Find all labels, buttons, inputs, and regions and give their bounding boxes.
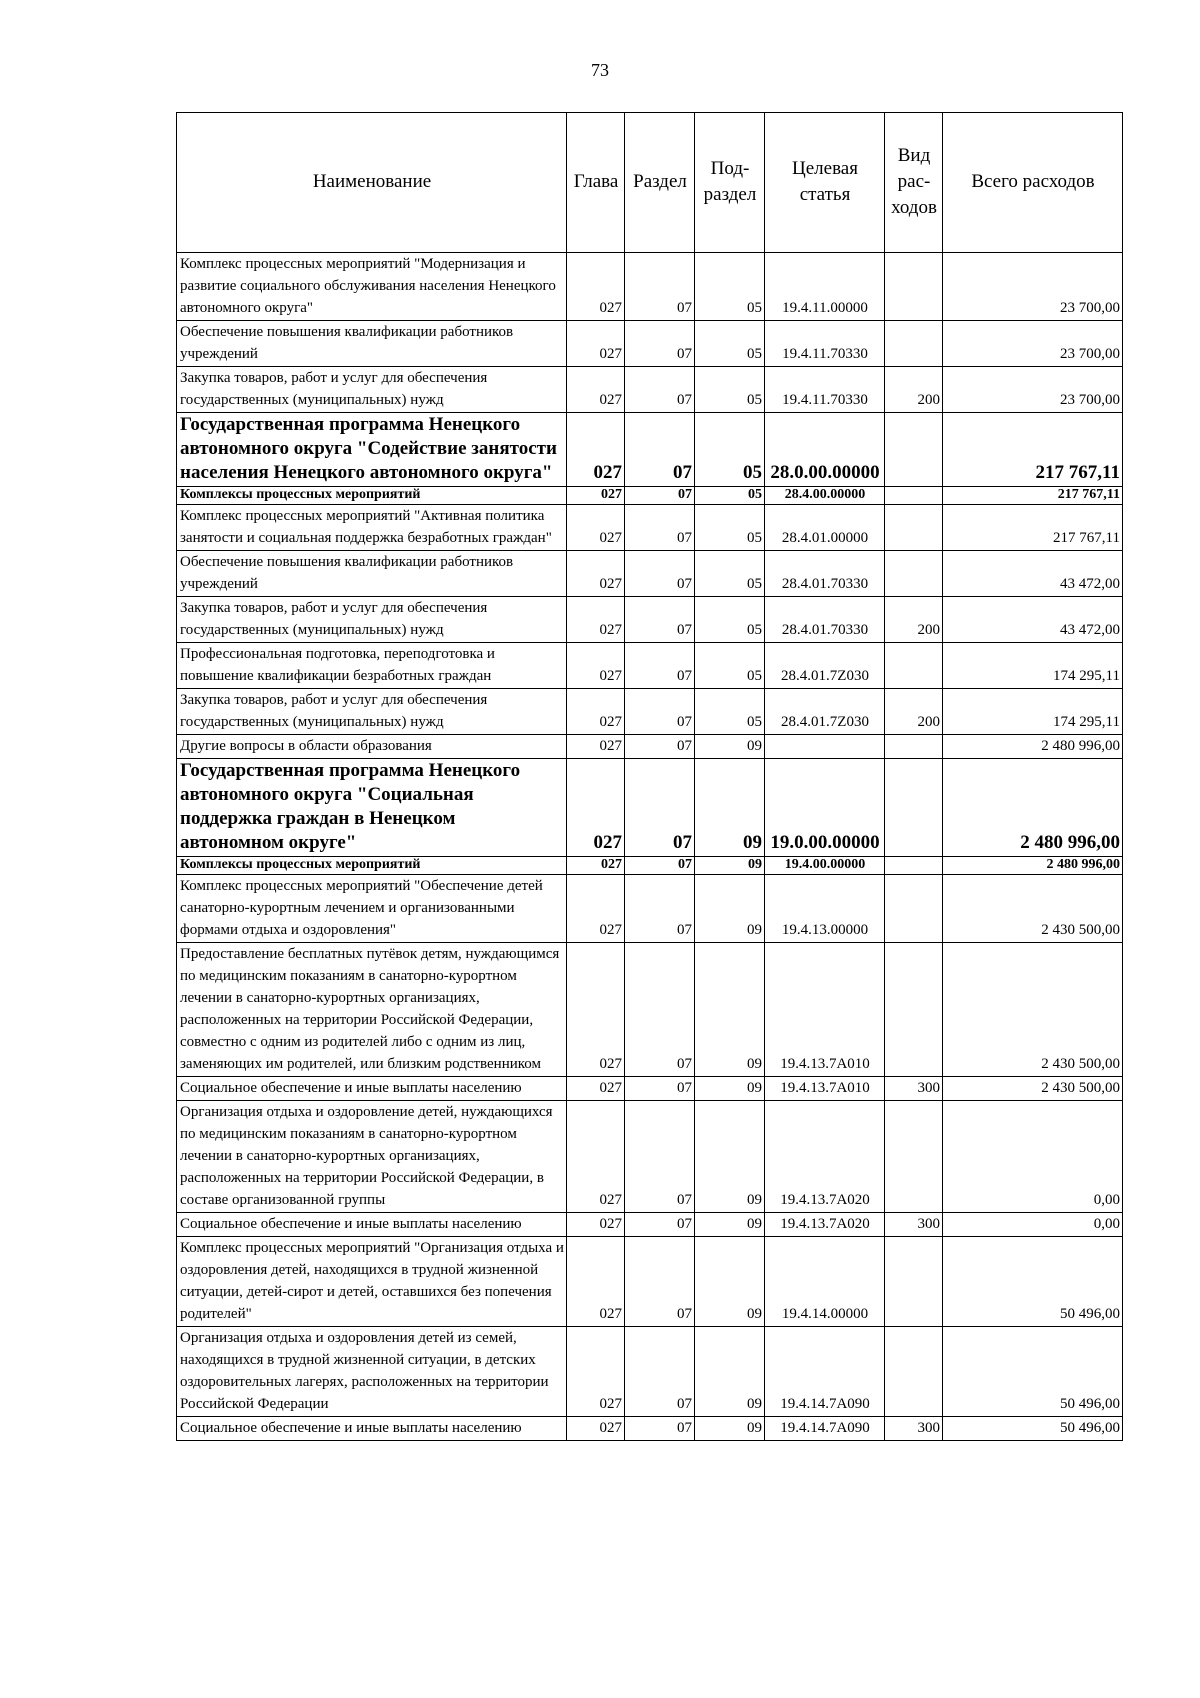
- row-name-cell: Государственная программа Ненецкого автономного округа "Социальная поддержка граждан в Ненецком автономном округе": [177, 759, 567, 857]
- row-subsection-cell: 09: [695, 1077, 765, 1101]
- table-row: [177, 1327, 1123, 1417]
- row-section-cell: 07: [625, 597, 695, 643]
- row-total-cell: 217 767,11: [943, 505, 1123, 551]
- row-total-cell: 217 767,11: [943, 413, 1123, 487]
- table-row: [177, 643, 1123, 689]
- row-name-cell: Предоставление бесплатных путёвок детям, нуждающимся по медицинским показаниям в санаторно-курортном лечении в санаторно-курортных организациях, расположенных на территории Российской Федерации, совместно с одним из родителей либо с одним из лиц, заменяющих им родителей, или близким родственником: [177, 943, 567, 1077]
- row-chapter-cell: 027: [567, 367, 625, 413]
- row-total-cell: 50 496,00: [943, 1237, 1123, 1327]
- row-section-cell: 07: [625, 413, 695, 487]
- row-section-cell: 07: [625, 1077, 695, 1101]
- table-row: [177, 1101, 1123, 1213]
- row-section-cell: 07: [625, 321, 695, 367]
- table-row: [177, 487, 1123, 505]
- row-section-cell: 07: [625, 253, 695, 321]
- row-expense-type-cell: [885, 321, 943, 367]
- row-target-article-cell: 28.4.01.70330: [765, 597, 885, 643]
- row-name-cell: Комплекс процессных мероприятий "Модернизация и развитие социального обслуживания населения Ненецкого автономного округа": [177, 253, 567, 321]
- column-header-expense-type: Вид рас-ходов: [885, 113, 943, 253]
- row-subsection-cell: 05: [695, 321, 765, 367]
- table-row: [177, 597, 1123, 643]
- row-total-cell: 23 700,00: [943, 367, 1123, 413]
- row-chapter-cell: 027: [567, 1327, 625, 1417]
- row-name-cell: Социальное обеспечение и иные выплаты населению: [177, 1077, 567, 1101]
- row-target-article-cell: 19.4.00.00000: [765, 857, 885, 875]
- row-subsection-cell: 09: [695, 943, 765, 1077]
- row-subsection-cell: 09: [695, 759, 765, 857]
- row-expense-type-cell: [885, 487, 943, 505]
- table-row: [177, 1417, 1123, 1441]
- table-row: [177, 943, 1123, 1077]
- row-subsection-cell: 05: [695, 551, 765, 597]
- row-total-cell: 0,00: [943, 1101, 1123, 1213]
- row-chapter-cell: 027: [567, 551, 625, 597]
- row-expense-type-cell: [885, 857, 943, 875]
- budget-table: [176, 112, 1123, 1441]
- row-subsection-cell: 05: [695, 487, 765, 505]
- row-total-cell: 2 480 996,00: [943, 857, 1123, 875]
- table-row: [177, 857, 1123, 875]
- row-section-cell: 07: [625, 857, 695, 875]
- row-section-cell: 07: [625, 505, 695, 551]
- row-section-cell: 07: [625, 875, 695, 943]
- row-target-article-cell: 19.4.13.7А010: [765, 1077, 885, 1101]
- row-name-cell: Социальное обеспечение и иные выплаты населению: [177, 1417, 567, 1441]
- row-subsection-cell: 09: [695, 1237, 765, 1327]
- row-expense-type-cell: [885, 1101, 943, 1213]
- row-name-cell: Государственная программа Ненецкого автономного округа "Содействие занятости населения Ненецкого автономного округа": [177, 413, 567, 487]
- row-target-article-cell: 28.0.00.00000: [765, 413, 885, 487]
- row-chapter-cell: 027: [567, 1417, 625, 1441]
- row-subsection-cell: 05: [695, 367, 765, 413]
- row-chapter-cell: 027: [567, 857, 625, 875]
- row-target-article-cell: 19.4.14.7А090: [765, 1417, 885, 1441]
- row-subsection-cell: 09: [695, 857, 765, 875]
- row-target-article-cell: 28.4.01.00000: [765, 505, 885, 551]
- row-section-cell: 07: [625, 943, 695, 1077]
- row-name-cell: Закупка товаров, работ и услуг для обеспечения государственных (муниципальных) нужд: [177, 689, 567, 735]
- row-chapter-cell: 027: [567, 643, 625, 689]
- column-header-subsection: Под-раздел: [695, 113, 765, 253]
- row-name-cell: Комплекс процессных мероприятий "Обеспечение детей санаторно-курортным лечением и организованными формами отдыха и оздоровления": [177, 875, 567, 943]
- row-name-cell: Обеспечение повышения квалификации работников учреждений: [177, 551, 567, 597]
- row-section-cell: 07: [625, 487, 695, 505]
- row-chapter-cell: 027: [567, 875, 625, 943]
- row-total-cell: 0,00: [943, 1213, 1123, 1237]
- row-total-cell: 174 295,11: [943, 643, 1123, 689]
- row-section-cell: 07: [625, 1237, 695, 1327]
- column-header-name: Наименование: [177, 113, 567, 253]
- row-total-cell: 2 480 996,00: [943, 759, 1123, 857]
- row-chapter-cell: 027: [567, 689, 625, 735]
- row-expense-type-cell: 200: [885, 367, 943, 413]
- row-name-cell: Обеспечение повышения квалификации работников учреждений: [177, 321, 567, 367]
- row-section-cell: 07: [625, 367, 695, 413]
- row-name-cell: Комплекс процессных мероприятий "Организация отдыха и оздоровления детей, находящихся в трудной жизненной ситуации, детей-сирот и детей, оставшихся без попечения родителей": [177, 1237, 567, 1327]
- row-chapter-cell: 027: [567, 1213, 625, 1237]
- table-body: [177, 253, 1123, 1441]
- column-header-target-article: Целевая статья: [765, 113, 885, 253]
- row-target-article-cell: 19.4.13.7А010: [765, 943, 885, 1077]
- row-chapter-cell: 027: [567, 597, 625, 643]
- row-subsection-cell: 09: [695, 1213, 765, 1237]
- table-row: [177, 367, 1123, 413]
- row-total-cell: 174 295,11: [943, 689, 1123, 735]
- row-expense-type-cell: [885, 253, 943, 321]
- table-row: [177, 759, 1123, 857]
- row-expense-type-cell: [885, 643, 943, 689]
- table-row: [177, 1077, 1123, 1101]
- row-total-cell: 217 767,11: [943, 487, 1123, 505]
- row-subsection-cell: 05: [695, 643, 765, 689]
- table-row: [177, 551, 1123, 597]
- row-chapter-cell: 027: [567, 1077, 625, 1101]
- row-target-article-cell: 19.4.13.7А020: [765, 1213, 885, 1237]
- table-row: [177, 1213, 1123, 1237]
- row-target-article-cell: 19.0.00.00000: [765, 759, 885, 857]
- row-name-cell: Другие вопросы в области образования: [177, 735, 567, 759]
- row-chapter-cell: 027: [567, 943, 625, 1077]
- row-name-cell: Комплексы процессных мероприятий: [177, 487, 567, 505]
- row-total-cell: 43 472,00: [943, 551, 1123, 597]
- row-section-cell: 07: [625, 689, 695, 735]
- row-expense-type-cell: 300: [885, 1077, 943, 1101]
- row-expense-type-cell: [885, 759, 943, 857]
- row-total-cell: 2 430 500,00: [943, 1077, 1123, 1101]
- row-target-article-cell: [765, 735, 885, 759]
- row-subsection-cell: 09: [695, 735, 765, 759]
- row-expense-type-cell: [885, 1327, 943, 1417]
- row-subsection-cell: 05: [695, 413, 765, 487]
- row-total-cell: 43 472,00: [943, 597, 1123, 643]
- row-name-cell: Социальное обеспечение и иные выплаты населению: [177, 1213, 567, 1237]
- row-expense-type-cell: [885, 943, 943, 1077]
- row-expense-type-cell: 200: [885, 597, 943, 643]
- row-chapter-cell: 027: [567, 1101, 625, 1213]
- row-chapter-cell: 027: [567, 253, 625, 321]
- table-row: [177, 1237, 1123, 1327]
- table-row: [177, 735, 1123, 759]
- row-section-cell: 07: [625, 1213, 695, 1237]
- row-name-cell: Комплексы процессных мероприятий: [177, 857, 567, 875]
- row-subsection-cell: 09: [695, 1101, 765, 1213]
- row-section-cell: 07: [625, 1417, 695, 1441]
- row-expense-type-cell: [885, 505, 943, 551]
- column-header-chapter: Глава: [567, 113, 625, 253]
- row-total-cell: 2 480 996,00: [943, 735, 1123, 759]
- row-chapter-cell: 027: [567, 1237, 625, 1327]
- row-section-cell: 07: [625, 1327, 695, 1417]
- row-subsection-cell: 09: [695, 1417, 765, 1441]
- row-name-cell: Организация отдыха и оздоровления детей из семей, находящихся в трудной жизненной ситуации, в детских оздоровительных лагерях, расположенных на территории Российской Федерации: [177, 1327, 567, 1417]
- row-expense-type-cell: 300: [885, 1213, 943, 1237]
- row-name-cell: Закупка товаров, работ и услуг для обеспечения государственных (муниципальных) нужд: [177, 367, 567, 413]
- row-chapter-cell: 027: [567, 759, 625, 857]
- row-target-article-cell: 19.4.13.00000: [765, 875, 885, 943]
- row-target-article-cell: 28.4.01.7Z030: [765, 689, 885, 735]
- row-chapter-cell: 027: [567, 505, 625, 551]
- table-row: [177, 413, 1123, 487]
- row-section-cell: 07: [625, 735, 695, 759]
- row-expense-type-cell: 300: [885, 1417, 943, 1441]
- table-row: [177, 875, 1123, 943]
- row-target-article-cell: 28.4.01.7Z030: [765, 643, 885, 689]
- table-row: [177, 253, 1123, 321]
- row-total-cell: 23 700,00: [943, 253, 1123, 321]
- row-subsection-cell: 05: [695, 689, 765, 735]
- row-subsection-cell: 09: [695, 1327, 765, 1417]
- table-row: [177, 689, 1123, 735]
- row-subsection-cell: 05: [695, 253, 765, 321]
- row-total-cell: 50 496,00: [943, 1417, 1123, 1441]
- row-target-article-cell: 19.4.13.7А020: [765, 1101, 885, 1213]
- row-target-article-cell: 28.4.00.00000: [765, 487, 885, 505]
- row-subsection-cell: 09: [695, 875, 765, 943]
- row-name-cell: Организация отдыха и оздоровление детей, нуждающихся по медицинским показаниям в санаторно-курортном лечении в санаторно-курортных организациях, расположенных на территории Российской Федерации, в составе организованной группы: [177, 1101, 567, 1213]
- table-header-row: [177, 113, 1123, 253]
- row-chapter-cell: 027: [567, 487, 625, 505]
- row-chapter-cell: 027: [567, 413, 625, 487]
- row-target-article-cell: 19.4.11.00000: [765, 253, 885, 321]
- row-section-cell: 07: [625, 643, 695, 689]
- row-expense-type-cell: [885, 413, 943, 487]
- column-header-section: Раздел: [625, 113, 695, 253]
- row-name-cell: Комплекс процессных мероприятий "Активная политика занятости и социальная поддержка безработных граждан": [177, 505, 567, 551]
- row-chapter-cell: 027: [567, 321, 625, 367]
- row-total-cell: 50 496,00: [943, 1327, 1123, 1417]
- row-expense-type-cell: [885, 875, 943, 943]
- row-subsection-cell: 05: [695, 597, 765, 643]
- row-section-cell: 07: [625, 759, 695, 857]
- row-section-cell: 07: [625, 1101, 695, 1213]
- table-row: [177, 505, 1123, 551]
- row-target-article-cell: 19.4.14.7А090: [765, 1327, 885, 1417]
- row-total-cell: 2 430 500,00: [943, 943, 1123, 1077]
- row-target-article-cell: 28.4.01.70330: [765, 551, 885, 597]
- row-target-article-cell: 19.4.11.70330: [765, 367, 885, 413]
- row-name-cell: Профессиональная подготовка, переподготовка и повышение квалификации безработных граждан: [177, 643, 567, 689]
- row-expense-type-cell: [885, 1237, 943, 1327]
- row-expense-type-cell: 200: [885, 689, 943, 735]
- row-section-cell: 07: [625, 551, 695, 597]
- row-subsection-cell: 05: [695, 505, 765, 551]
- row-total-cell: 23 700,00: [943, 321, 1123, 367]
- row-expense-type-cell: [885, 735, 943, 759]
- row-chapter-cell: 027: [567, 735, 625, 759]
- row-expense-type-cell: [885, 551, 943, 597]
- column-header-total: Всего расходов: [943, 113, 1123, 253]
- row-target-article-cell: 19.4.11.70330: [765, 321, 885, 367]
- table-row: [177, 321, 1123, 367]
- row-target-article-cell: 19.4.14.00000: [765, 1237, 885, 1327]
- page-number: 73: [591, 60, 609, 80]
- row-name-cell: Закупка товаров, работ и услуг для обеспечения государственных (муниципальных) нужд: [177, 597, 567, 643]
- row-total-cell: 2 430 500,00: [943, 875, 1123, 943]
